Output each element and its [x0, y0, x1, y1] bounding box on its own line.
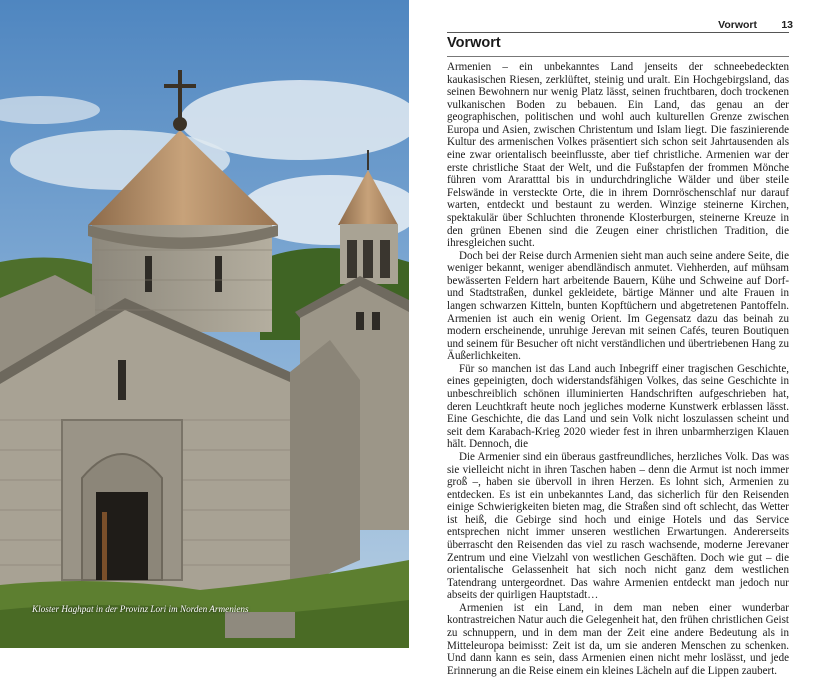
page-number: 13 [781, 19, 793, 31]
running-head [447, 17, 797, 33]
body-text [447, 61, 789, 677]
chapter-title: Vorwort [447, 35, 501, 51]
paragraph: Armenien ist ein Land, in dem man neben einer wunderbar kontrastreichen Natur auch die Gelegenheit hat, den frühen christlichen Geist zu schnuppern, und in dem man der Zeit eine andere Bedeutung als in Mitteleuropa beimisst: Zeit ist da, um sie anderen Menschen zu schenken. Und dann kann es sein, dass Armenien einen nicht mehr loslässt, und jede Erinnerung an die Reise einem ein kleines Lächeln auf die Lippen zaubert. [447, 601, 789, 677]
paragraph: Für so manchen ist das Land auch Inbegriff einer tragischen Geschichte, eines gepeinigten, doch widerstandsfähigen Volkes, das seine Geschichte in unbeschreiblich schönen illuminierten Handschriften aufgeschrieben hat, deren Leuchtkraft heute noch jegliches moderne Kunstwerk erblassen lässt. Eine Geschichte, die das Land und sein Volk nicht loszulassen scheint und seit dem Karabach-Krieg 2020 wieder fest in ihren unbarmherzigen Klauen hält. Dennoch, die [447, 362, 789, 451]
running-head-title: Vorwort [718, 19, 757, 31]
text-page [409, 0, 819, 677]
paragraph: Die Armenier sind ein überaus gastfreundliches, herzliches Volk. Das was sie vielleicht nicht in ihren Taschen haben – denn die Armut ist noch immer groß –, haben sie übervoll in ihren Herzen. Es lohnt sich, Armenien zu entdecken. Es ist ein unbekanntes Land, das sicherlich für den Reisenden einige Schwierigkeiten bieten mag, die Straßen sind oft schlecht, das Wetter ist heiß, die Gebirge sind hoch und einige Hotels und das Service entsprechen nicht immer unseren westlichen Erwartungen. Andererseits überrascht den Reisenden das viel zu rasch wachsende, moderne Jerevaner Zentrum und eine Vielzahl von westlichen Geschäften. Doch wie gut – die orientalische Gelassenheit hat sich noch nicht ganz dem westlichen Tatendrang untergeordnet. Das wahre Armenien entdeckt man jedoch nur abseits der quirligen Hauptstadt… [447, 450, 789, 602]
photo-caption: Kloster Haghpat in der Provinz Lori im Norden Armeniens [32, 604, 249, 614]
paragraph: Doch bei der Reise durch Armenien sieht man auch seine andere Seite, die weniger bekannt, weniger abendländisch anmutet. Viehherden, auf mühsam bewässerten Feldern hart arbeitende Bauern, Kühe und Schweine auf Dorf- und Stadtstraßen, dunkel gekleidete, bärtige Männer und alte Frauen in langen schwarzen Kitteln, bunten Kopftüchern und abgetretenen Pantoffeln. Armenien ist auch ein wenig Orient. Im Gegensatz dazu das beinah zu modern erscheinende, unruhige Jerevan mit seinen Cafés, teuren Boutiquen und seinem für Besucher oft nicht verständlichen und übertriebenen Hang zu Äußerlichkeiten. [447, 249, 789, 363]
title-rule [447, 56, 789, 57]
monastery-illustration [0, 0, 409, 648]
paragraph: Armenien – ein unbekanntes Land jenseits der schneebedeckten kaukasischen Riesen, zerklüftet, steinig und uralt. Ein Hochgebirgsland, das seinen Bewohnern nur wenig Platz lässt, seinen fruchtbaren, doch trockenen vulkanischen Boden zu bebauen. Ein Land, das genau an der geographischen, politischen und wohl auch kulturellen Grenze zwischen Europa und Asien, zwischen Christentum und Islam liegt. Die faszinierende Kultur des armenischen Volkes präsentiert sich schon seit Jahrtausenden als eine zwar orientalisch beeinflusste, aber tief christliche. Armenien war der erste christliche Staat der Welt, und die Fußstapfen der frommen Mönche führen vom Araratttal bis in undurchdringliche Wälder und über steile Felswände in versteckte Orte, die in ihrem Dornröschenschlaf nur darauf warten, entdeckt und bestaunt zu werden. Winzige steinerne Kirchen, spektakulär über Schluchten thronende Klosterburgen, steinerne Kreuze in den grünen Ebenen sind die Zeugen einer christlichen Tradition, die ihresgleichen sucht. [447, 61, 789, 250]
monastery-photo [0, 0, 409, 648]
header-rule [447, 32, 789, 33]
